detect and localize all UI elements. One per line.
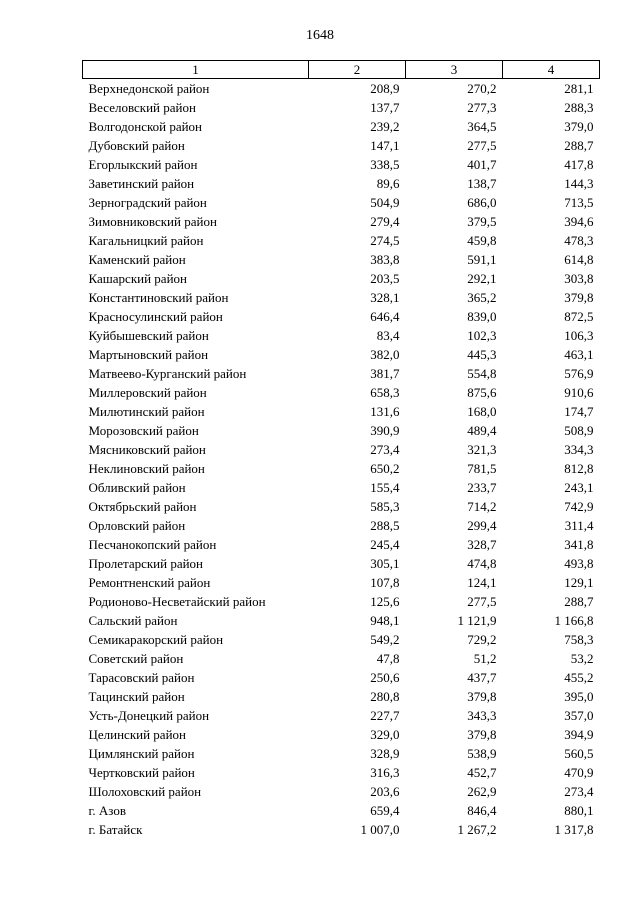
value-cell-col3: 365,2 [467,290,497,305]
table-row [83,250,600,269]
value-cell-col3: 846,4 [467,803,497,818]
value-cell-col4: 576,9 [564,366,594,381]
district-name-cell: Цимлянский район [88,746,195,761]
value-cell-col2: 338,5 [370,157,400,172]
district-name-cell: Обливский район [88,480,186,495]
value-cell-col3: 138,7 [467,176,497,191]
table-row [83,345,600,364]
value-cell-col4: 872,5 [564,309,594,324]
district-name-cell: Кагальницкий район [88,233,204,248]
district-name-cell: Тацинский район [88,689,185,704]
district-name-cell: г. Батайск [88,822,143,837]
value-cell-col2: 89,6 [376,176,400,191]
value-cell-col2: 203,6 [370,784,400,799]
value-cell-col4: 455,2 [564,670,594,685]
value-cell-col4: 394,9 [564,727,594,742]
table-row [83,364,600,383]
district-name-cell: Мясниковский район [88,442,206,457]
table-row [83,687,600,706]
district-name-cell: Кашарский район [88,271,187,286]
value-cell-col2: 203,5 [370,271,400,286]
district-name-cell: Усть-Донецкий район [88,708,210,723]
district-name-cell: Орловский район [88,518,186,533]
district-name-cell: Пролетарский район [88,556,204,571]
value-cell-col4: 614,8 [564,252,594,267]
value-cell-col2: 646,4 [370,309,400,324]
value-cell-col4: 880,1 [564,803,594,818]
value-cell-col3: 686,0 [467,195,497,210]
table-row [83,288,600,307]
data-table [82,60,600,839]
value-cell-col2: 305,1 [370,556,400,571]
table-row [83,744,600,763]
table-row [83,155,600,174]
district-name-cell: Родионово-Несветайский район [88,594,266,609]
value-cell-col4: 334,3 [564,442,594,457]
district-name-cell: Советский район [88,651,184,666]
value-cell-col3: 452,7 [467,765,497,780]
district-name-cell: Зимовниковский район [88,214,217,229]
table-row [83,497,600,516]
value-cell-col3: 714,2 [467,499,497,514]
table-row [83,98,600,117]
value-cell-col4: 129,1 [564,575,594,590]
table-row [83,459,600,478]
value-cell-col4: 174,7 [564,404,594,419]
value-cell-col2: 147,1 [370,138,400,153]
district-name-cell: Волгодонской район [88,119,203,134]
value-cell-col4: 288,7 [564,594,594,609]
value-cell-col3: 875,6 [467,385,497,400]
table-row [83,478,600,497]
value-cell-col2: 381,7 [370,366,400,381]
value-cell-col3: 379,8 [467,727,497,742]
table-row [83,630,600,649]
value-cell-col2: 650,2 [370,461,400,476]
district-name-cell: Матвеево-Курганский район [88,366,247,381]
column-header: 4 [503,61,600,79]
value-cell-col3: 839,0 [467,309,497,324]
value-cell-col3: 328,7 [467,537,497,552]
value-cell-col4: 379,8 [564,290,594,305]
value-cell-col4: 470,9 [564,765,594,780]
value-cell-col4: 281,1 [564,81,594,96]
value-cell-col2: 208,9 [370,81,400,96]
column-header: 3 [406,61,503,79]
value-cell-col4: 288,7 [564,138,594,153]
district-name-cell: Миллеровский район [88,385,207,400]
district-name-cell: Чертковский район [88,765,195,780]
district-name-cell: Красносулинский район [88,309,223,324]
district-name-cell: Егорлыкский район [88,157,198,172]
value-cell-col2: 125,6 [370,594,400,609]
district-name-cell: Милютинский район [88,404,205,419]
district-name-cell: Ремонтненский район [88,575,211,590]
table-row [83,763,600,782]
district-name-cell: Веселовский район [88,100,196,115]
value-cell-col4: 379,0 [564,119,594,134]
table-row [83,592,600,611]
value-cell-col4: 812,8 [564,461,594,476]
value-cell-col2: 585,3 [370,499,400,514]
district-name-cell: Песчанокопский район [88,537,217,552]
value-cell-col3: 299,4 [467,518,497,533]
district-name-cell: Целинский район [88,727,186,742]
table-row [83,402,600,421]
district-name-cell: Каменский район [88,252,186,267]
value-cell-col3: 51,2 [473,651,497,666]
value-cell-col4: 742,9 [564,499,594,514]
value-cell-col2: 107,8 [370,575,400,590]
value-cell-col2: 250,6 [370,670,400,685]
value-cell-col2: 549,2 [370,632,400,647]
table-row [83,212,600,231]
value-cell-col4: 417,8 [564,157,594,172]
table-row [83,174,600,193]
table-row [83,535,600,554]
page-number: 1648 [306,28,334,43]
table-row [83,421,600,440]
value-cell-col3: 474,8 [467,556,497,571]
value-cell-col3: 379,8 [467,689,497,704]
district-name-cell: Сальский район [88,613,178,628]
value-cell-col2: 279,4 [370,214,400,229]
value-cell-col3: 591,1 [467,252,497,267]
value-cell-col2: 245,4 [370,537,400,552]
value-cell-col3: 102,3 [467,328,497,343]
value-cell-col3: 262,9 [467,784,497,799]
value-cell-col3: 277,3 [467,100,497,115]
value-cell-col4: 493,8 [564,556,594,571]
value-cell-col4: 508,9 [564,423,594,438]
table-row [83,706,600,725]
value-cell-col3: 379,5 [467,214,497,229]
district-name-cell: Октябрьский район [88,499,197,514]
value-cell-col4: 394,6 [564,214,594,229]
value-cell-col4: 288,3 [564,100,594,115]
value-cell-col4: 341,8 [564,537,594,552]
value-cell-col2: 383,8 [370,252,400,267]
district-name-cell: Шолоховский район [88,784,202,799]
value-cell-col3: 401,7 [467,157,497,172]
table-row [83,307,600,326]
value-cell-col3: 364,5 [467,119,497,134]
value-cell-col4: 311,4 [564,518,594,533]
table-row [83,782,600,801]
value-cell-col4: 560,5 [564,746,594,761]
table-row [83,136,600,155]
district-name-cell: г. Азов [88,803,126,818]
table-row [83,801,600,820]
table-row [83,820,600,839]
table-row [83,611,600,630]
value-cell-col3: 489,4 [467,423,497,438]
value-cell-col2: 658,3 [370,385,400,400]
value-cell-col2: 504,9 [370,195,400,210]
table-row [83,269,600,288]
table-row [83,383,600,402]
value-cell-col3: 437,7 [467,670,497,685]
value-cell-col2: 316,3 [370,765,400,780]
value-cell-col2: 239,2 [370,119,400,134]
value-cell-col2: 328,1 [370,290,400,305]
district-name-cell: Неклиновский район [88,461,205,476]
value-cell-col4: 758,3 [564,632,594,647]
table-row [83,554,600,573]
value-cell-col2: 328,9 [370,746,400,761]
value-cell-col2: 659,4 [370,803,400,818]
table-row [83,440,600,459]
table-row [83,573,600,592]
value-cell-col4: 144,3 [564,176,594,191]
table-row [83,193,600,212]
value-cell-col4: 713,5 [564,195,594,210]
district-name-cell: Мартыновский район [88,347,209,362]
value-cell-col2: 131,6 [370,404,400,419]
table-row [83,231,600,250]
table-row [83,668,600,687]
value-cell-col4: 463,1 [564,347,594,362]
table-header-row [83,61,600,79]
value-cell-col2: 280,8 [370,689,400,704]
value-cell-col2: 227,7 [370,708,400,723]
value-cell-col3: 343,3 [467,708,497,723]
district-name-cell: Верхнедонской район [88,81,210,96]
value-cell-col2: 1 007,0 [360,822,400,837]
value-cell-col2: 137,7 [370,100,400,115]
value-cell-col3: 321,3 [467,442,497,457]
value-cell-col2: 155,4 [370,480,400,495]
value-cell-col3: 1 267,2 [457,822,497,837]
district-name-cell: Семикаракорский район [88,632,224,647]
column-header: 2 [309,61,406,79]
value-cell-col4: 273,4 [564,784,594,799]
column-header: 1 [83,61,309,79]
district-name-cell: Зерноградский район [88,195,207,210]
value-cell-col3: 729,2 [467,632,497,647]
value-cell-col4: 478,3 [564,233,594,248]
value-cell-col3: 459,8 [467,233,497,248]
table-body [83,79,600,840]
value-cell-col3: 233,7 [467,480,497,495]
district-name-cell: Дубовский район [88,138,185,153]
value-cell-col3: 270,2 [467,81,497,96]
value-cell-col3: 781,5 [467,461,497,476]
value-cell-col3: 277,5 [467,594,497,609]
value-cell-col3: 277,5 [467,138,497,153]
table-row [83,117,600,136]
value-cell-col2: 329,0 [370,727,400,742]
value-cell-col4: 395,0 [564,689,594,704]
value-cell-col3: 1 121,9 [457,613,497,628]
value-cell-col4: 53,2 [570,651,594,666]
district-name-cell: Заветинский район [88,176,195,191]
value-cell-col4: 1 317,8 [554,822,594,837]
value-cell-col4: 243,1 [564,480,594,495]
value-cell-col3: 554,8 [467,366,497,381]
district-name-cell: Константиновский район [88,290,229,305]
district-name-cell: Куйбышевский район [88,328,209,343]
value-cell-col3: 445,3 [467,347,497,362]
district-name-cell: Морозовский район [88,423,199,438]
value-cell-col4: 1 166,8 [554,613,594,628]
value-cell-col2: 274,5 [370,233,400,248]
value-cell-col4: 357,0 [564,708,594,723]
table-row [83,649,600,668]
value-cell-col2: 47,8 [376,651,400,666]
table-row [83,516,600,535]
value-cell-col4: 910,6 [564,385,594,400]
value-cell-col2: 390,9 [370,423,400,438]
value-cell-col2: 948,1 [370,613,400,628]
value-cell-col2: 273,4 [370,442,400,457]
table-row [83,725,600,744]
table-row [83,326,600,345]
value-cell-col3: 538,9 [467,746,497,761]
value-cell-col3: 292,1 [467,271,497,286]
value-cell-col3: 124,1 [467,575,497,590]
value-cell-col2: 288,5 [370,518,400,533]
district-name-cell: Тарасовский район [88,670,195,685]
value-cell-col2: 83,4 [376,328,400,343]
value-cell-col3: 168,0 [467,404,497,419]
value-cell-col2: 382,0 [370,347,400,362]
value-cell-col4: 106,3 [564,328,594,343]
table-row [83,79,600,99]
value-cell-col4: 303,8 [564,271,594,286]
